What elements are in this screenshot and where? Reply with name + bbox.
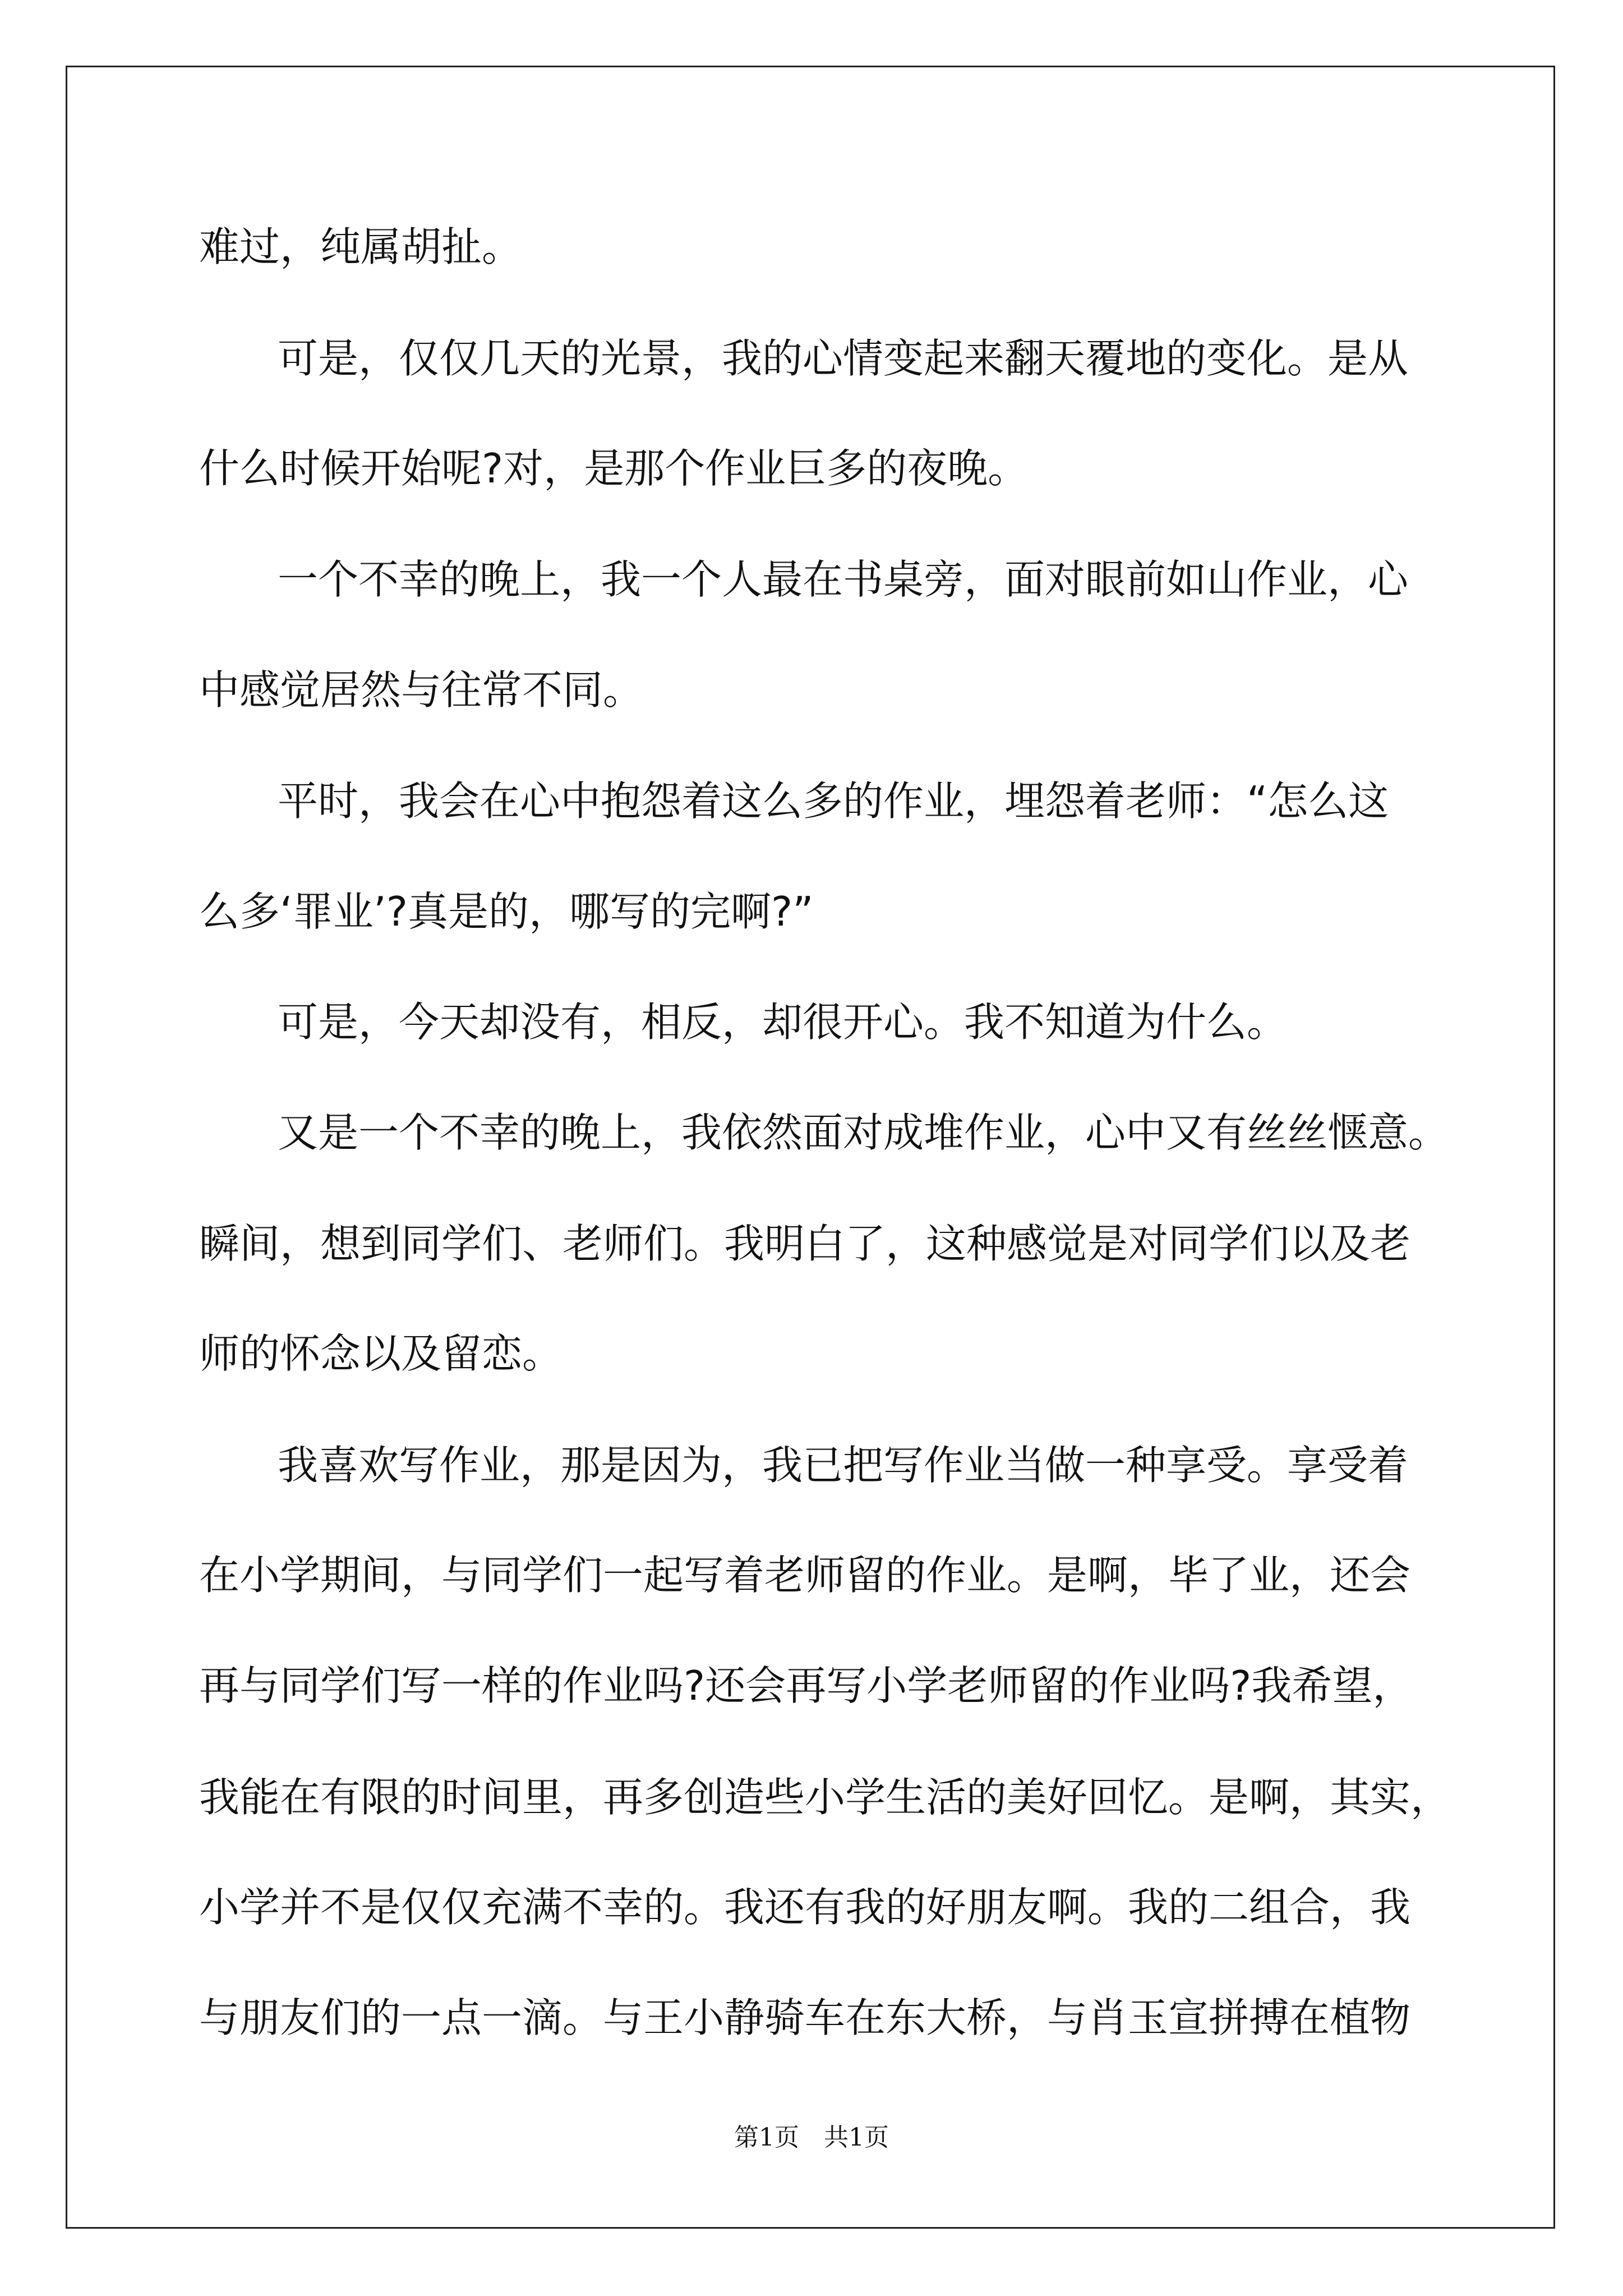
page-footer: 第1页 共1页: [734, 2123, 889, 2152]
text-line: 么多‘罪业’?真是的，哪写的完啊?”: [199, 888, 814, 935]
text-line: 与朋友们的一点一滴。与王小静骑车在东大桥，与肖玉宣拼搏在植物: [199, 1994, 1411, 2041]
paragraph-first-line: 一个不幸的晚上，我一个人最在书桌旁，面对眼前如山作业，心: [278, 556, 1409, 603]
text-line: 中感觉居然与往常不同。: [199, 666, 644, 714]
paragraph-first-line: 可是，今天却没有，相反，却很开心。我不知道为什么。: [278, 999, 1288, 1046]
text-line: 什么时候开始呢?对，是那个作业巨多的夜晚。: [199, 445, 1029, 492]
paragraph-first-line: 又是一个不幸的晚上，我依然面对成堆作业，心中又有丝丝惬意。: [278, 1109, 1449, 1156]
text-line: 再与同学们写一样的作业吗?还会再写小学老师留的作业吗?我希望，: [199, 1662, 1413, 1709]
text-line: 瞬间，想到同学们、老师们。我明白了，这种感觉是对同学们以及老: [199, 1220, 1411, 1267]
paragraph-first-line: 我喜欢写作业，那是因为，我已把写作业当做一种享受。享受着: [278, 1442, 1409, 1489]
text-line: 在小学期间，与同学们一起写着老师留的作业。是啊，毕了业，还会: [199, 1552, 1411, 1599]
text-line: 师的怀念以及留恋。: [199, 1330, 563, 1377]
text-line: 我能在有限的时间里，再多创造些小学生活的美好回忆。是啊，其实，: [199, 1774, 1451, 1821]
paragraph-first-line: 平时，我会在心中抱怨着这么多的作业，埋怨着老师：“怎么这: [278, 777, 1389, 825]
paragraph-first-line: 可是，仅仅几天的光景，我的心情变起来翻天覆地的变化。是从: [278, 335, 1409, 382]
text-line: 小学并不是仅仅充满不幸的。我还有我的好朋友啊。我的二组合，我: [199, 1884, 1411, 1931]
text-line: 难过，纯属胡扯。: [199, 223, 523, 270]
